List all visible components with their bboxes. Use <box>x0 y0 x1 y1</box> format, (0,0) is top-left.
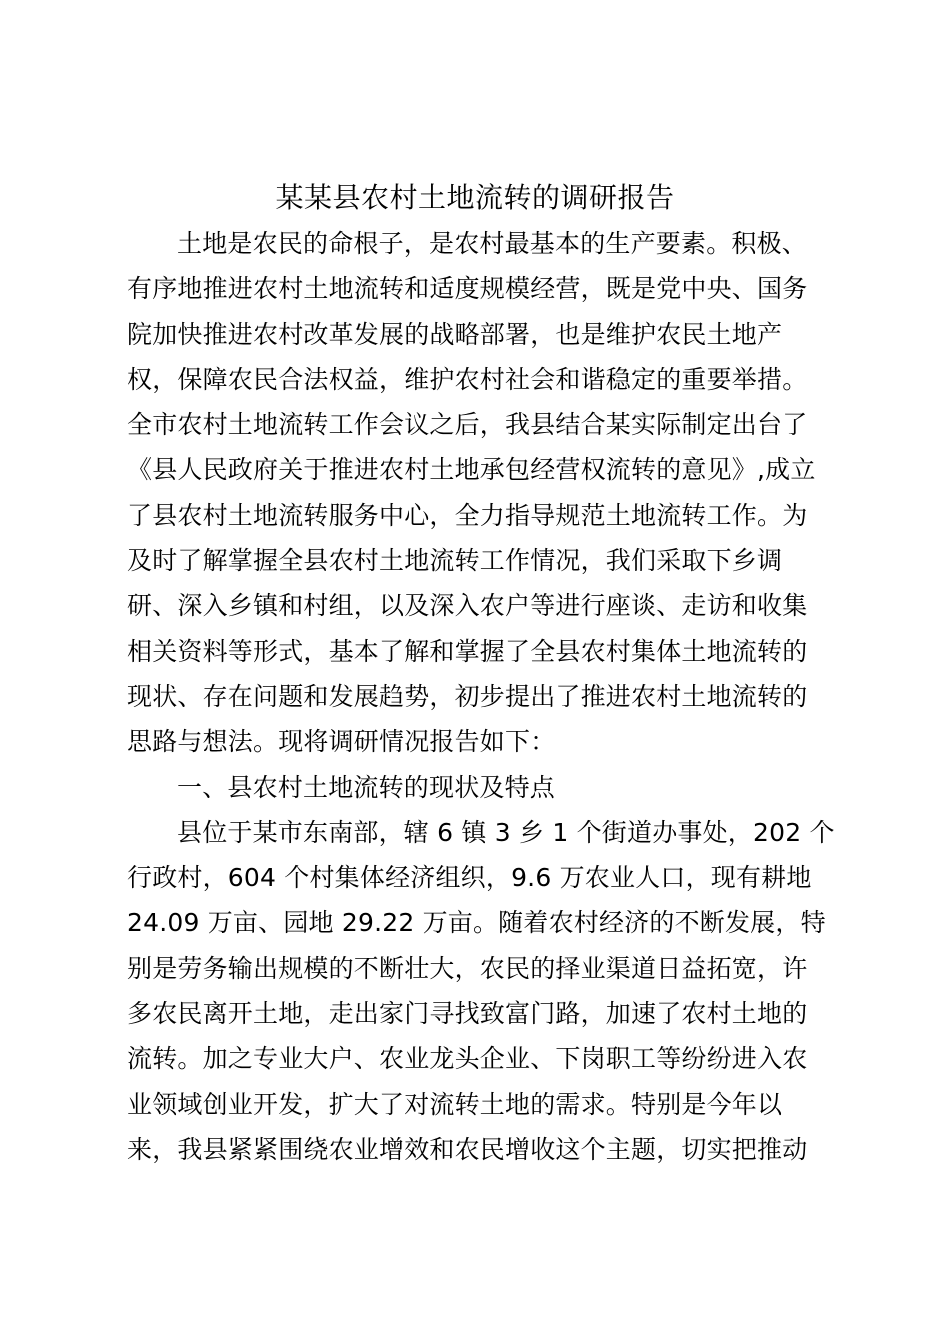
paragraph-line: 全市农村土地流转工作会议之后，我县结合某实际制定出台了 <box>127 410 808 440</box>
paragraph-line: 权，保障农民合法权益，维护农村社会和谐稳定的重要举措。 <box>127 364 808 394</box>
paragraph-line: 了县农村土地流转服务中心，全力指导规范土地流转工作。为 <box>127 500 808 530</box>
paragraph-line: 有序地推进农村土地流转和适度规模经营，既是党中央、国务 <box>127 274 808 304</box>
document-title: 某某县农村土地流转的调研报告 <box>275 181 675 214</box>
paragraph-line: 思路与想法。现将调研情况报告如下： <box>127 727 556 757</box>
paragraph-line: 土地是农民的命根子，是农村最基本的生产要素。积极、 <box>177 229 808 258</box>
paragraph-line: 行政村，604 个村集体经济组织，9.6 万农业人口，现有耕地 <box>127 863 812 893</box>
section-heading: 一、县农村土地流转的现状及特点 <box>177 772 556 802</box>
paragraph-line: 及时了解掌握全县农村土地流转工作情况，我们采取下乡调 <box>127 546 783 576</box>
paragraph-line: 县位于某市东南部，辖 6 镇 3 乡 1 个街道办事处，202 个 <box>177 817 835 847</box>
paragraph-line: 流转。加之专业大户、农业龙头企业、下岗职工等纷纷进入农 <box>127 1044 808 1074</box>
paragraph-line: 研、深入乡镇和村组，以及深入农户等进行座谈、走访和收集 <box>127 591 808 621</box>
paragraph-line: 多农民离开土地，走出家门寻找致富门路，加速了农村土地的 <box>127 999 808 1029</box>
paragraph-line: 《县人民政府关于推进农村土地承包经营权流转的意见》,成立 <box>127 455 816 485</box>
paragraph-line: 院加快推进农村改革发展的战略部署，也是维护农民土地产 <box>127 319 783 349</box>
paragraph-line: 来，我县紧紧围绕农业增效和农民增收这个主题，切实把推动 <box>127 1134 808 1164</box>
paragraph-line: 现状、存在问题和发展趋势，初步提出了推进农村土地流转的 <box>127 681 808 711</box>
paragraph-line: 业领域创业开发，扩大了对流转土地的需求。特别是今年以 <box>127 1089 783 1119</box>
paragraph-line: 别是劳务输出规模的不断壮大，农民的择业渠道日益拓宽，许 <box>127 953 808 983</box>
document-body <box>127 221 835 1172</box>
paragraph-line: 24.09 万亩、园地 29.22 万亩。随着农村经济的不断发展，特 <box>127 908 826 938</box>
paragraph-line: 相关资料等形式，基本了解和掌握了全县农村集体土地流转的 <box>127 636 808 666</box>
